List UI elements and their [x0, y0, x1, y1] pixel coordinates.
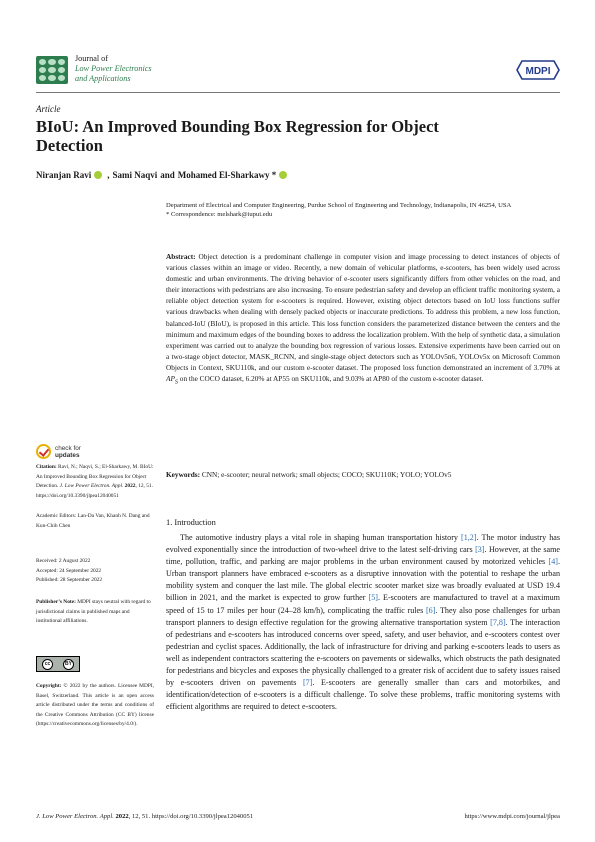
keywords-text: CNN; e-scooter; neural network; small objects; COCO; SKU110K; YOLO; YOLOv5 [201, 470, 452, 479]
footer-journal-url[interactable]: https://www.mdpi.com/journal/jlpea [464, 813, 560, 820]
accepted-date: Accepted: 24 September 2022 [36, 567, 102, 574]
citation [36, 463, 154, 501]
keywords [166, 469, 560, 480]
abstract [166, 251, 560, 389]
intro-text: The automotive industry plays a vital role in shaping human transportation history [180, 533, 462, 542]
check-updates-icon [36, 444, 51, 459]
abstract-text: Object detection is a predominant challenge in computer vision and image processing to detect instances of objects of various classes within an image or video. Recently, a new domain of vehicular platforms, e-scooters, has been widely used across domestic and urban environments. The driving behavior of e-scooter users significantly differs from other vehicles on the road, and their interactions with pedestrians are also increasing. To ensure pedestrian safety and develop an efficient traffic monitoring system, a reliable object detection system for e-scooters is required. However, existing object detectors based on IoU loss functions suffer various drawbacks when dealing with densely packed objects or inaccurate predictions. To address this problem, a new loss function, balanced-IoU (BIoU), is proposed in this article. This loss function considers the parameterized distance between the centers and the minimum and maximum edges of the bounding boxes to address the localization problem. With the help of synthetic data, a simulation experiment was carried out to analyze the bounding box regression of various losses. Extensive experiments have been carried out on a two-stage object detector, MASK_RCNN, and single-stage object detectors such as YOLOv5n6, YOLOv5x on Microsoft Common Objects in Context, SKU110k, and our custom e-scooter dataset. The proposed loss function demonstrated an increment of 3.70% at [166, 252, 560, 372]
publisher-note [36, 598, 154, 627]
abstract-text-end: on the COCO dataset, 6.20% at AP55 on SKU110k, and 9.03% at AP80 of the custom e-scooter dataset. [177, 374, 484, 384]
citation-link[interactable]: [1,2] [461, 533, 477, 542]
ap-symbol: AP [166, 374, 175, 384]
citation-journal: J. Low Power Electron. Appl. [59, 483, 124, 490]
journal-logo [36, 56, 68, 84]
author-name: Sami Naqvi [112, 170, 158, 180]
check-updates-line1: check for [55, 444, 81, 452]
mdpi-logo [516, 59, 560, 81]
intro-text: . Urban transport planners have embraced e-scooters as a disruptive innovation with the potential to reshape the urban mobility system and conquer the last mile. The global electric scooter market size was broadly evaluated at USD 19.4 billion in 2021, and the market is expected to grow further [166, 557, 560, 603]
intro-text: . E-scooters are generally smaller than cars and motorbikes, and identification/detection of e-scooters is a difficult challenge. To solve these problems, traffic monitoring systems with efficient algorithms are required to detect e-scooters. [166, 678, 560, 712]
copyright-text: © 2022 by the authors. Licensee MDPI, Basel, Switzerland. This article is an open access article distributed under the terms and conditions of the Creative Commons Attribution (CC BY) license (https://creativecommons.org/licenses/by/4.0/). [36, 683, 154, 728]
intro-text: . They also pose challenges for urban transport planners to design effective regulation for the growing alternative transportation system [166, 605, 560, 627]
affiliation [166, 201, 560, 220]
intro-text: . E-scooters are manufactured to travel at a maximum speed of 15 to 17 miles per hour (24–28 km/h), complicating the traffic rules [166, 593, 560, 615]
orcid-icon[interactable] [279, 171, 287, 179]
author-list: Niranjan Ravi , Sami Naqvi and Mohamed El-Sharkawy * [36, 170, 289, 180]
mdpi-logo-text: MDPI [525, 66, 551, 77]
academic-editors: Academic Editors: Lan-Da Van, Khanh N. Dang and Kun-Chih Chen [36, 513, 150, 529]
footer-citation [36, 813, 253, 820]
by-icon: BY [63, 659, 74, 670]
footer-journal: J. Low Power Electron. Appl. [36, 813, 114, 820]
author-name: Niranjan Ravi [36, 170, 92, 180]
article-type: Article [36, 104, 61, 114]
citation-link[interactable]: [4] [548, 557, 558, 567]
page-footer [36, 813, 560, 820]
citation-link[interactable]: [7] [302, 678, 313, 688]
cc-by-license-icon[interactable] [36, 656, 80, 672]
journal-name-line1: Low Power Electronics [75, 64, 152, 73]
citation-label: Citation: [36, 464, 57, 470]
cc-icon: cc [42, 659, 53, 670]
check-updates-line2: updates [55, 451, 80, 459]
citation-link[interactable]: [7,8] [490, 617, 506, 627]
section-heading-introduction: 1. Introduction [166, 518, 216, 527]
journal-prefix: Journal of [75, 54, 108, 63]
header-divider [36, 92, 560, 93]
intro-text: . The motor industry has evolved exponentially since the introduction of two-wheel drive to the latest self-driving cars [166, 533, 560, 555]
publication-dates [36, 557, 154, 586]
footer-doi[interactable]: , 12, 51. https://doi.org/10.3390/jlpea12040051 [128, 813, 254, 820]
copyright [36, 682, 154, 730]
orcid-icon[interactable] [94, 171, 102, 179]
citation-year: 2022 [124, 483, 136, 490]
citation-text: Ravi, N.; Naqvi, S.; El-Sharkawy, M. BIoU: An Improved Bounding Box Regression for Object Detection. [36, 464, 154, 490]
journal-name-line2: and Applications [75, 74, 131, 83]
published-date: Published: 28 September 2022 [36, 577, 103, 584]
copyright-label: Copyright: [36, 683, 62, 689]
author-name: Mohamed El-Sharkawy * [177, 170, 277, 180]
affiliation-department: Department of Electrical and Computer Engineering, Purdue School of Engineering and Technology, Indianapolis, IN 46254, USA [166, 202, 512, 209]
citation-link[interactable]: [3] [475, 545, 485, 555]
ap-subscript: S [174, 379, 178, 386]
citation-link[interactable]: [6] [425, 605, 436, 615]
intro-text: . However, at the same time, pollution, traffic, and parking are major problems in the urban environment caused by motorized vehicles [166, 545, 561, 567]
received-date: Received: 2 August 2022 [36, 558, 91, 564]
footer-year: 2022 [115, 813, 129, 820]
publisher-note-label: Publisher’s Note: [36, 599, 76, 605]
citation-link[interactable]: [5] [368, 593, 378, 603]
publisher-note-text: MDPI stays neutral with regard to jurisdictional claims in published maps and institutional affiliations. [36, 599, 151, 625]
check-for-updates-button[interactable] [36, 444, 81, 459]
journal-name [75, 54, 152, 84]
keywords-label: Keywords: [166, 470, 201, 479]
introduction-paragraph [166, 532, 560, 713]
abstract-label: Abstract: [166, 252, 196, 261]
author-conjunction: and [160, 170, 175, 180]
correspondence: * Correspondence: melshark@iupui.edu [166, 211, 273, 219]
citation-doi[interactable]: , 12, 51. https://doi.org/10.3390/jlpea12040051 [36, 483, 153, 499]
paper-title: BIoU: An Improved Bounding Box Regression for Object Detection [36, 117, 439, 155]
intro-text: . The interaction of pedestrians and e-scooters has introduced concerns over speed, safety, and user behavior, and e-scooters contest over pedestrian and cyclist spaces. Additionally, the lack of infrastructure for driving and parking e-scooters leads to users as well as independent contractors scattering the e-scooters on pavements or sidewalks, which obstructs the path designated for pedestrians and bicycles and exposes the physically challenged to a greater risk of accident due to safety issues raised by e-scooters driven on pavements [166, 617, 560, 688]
